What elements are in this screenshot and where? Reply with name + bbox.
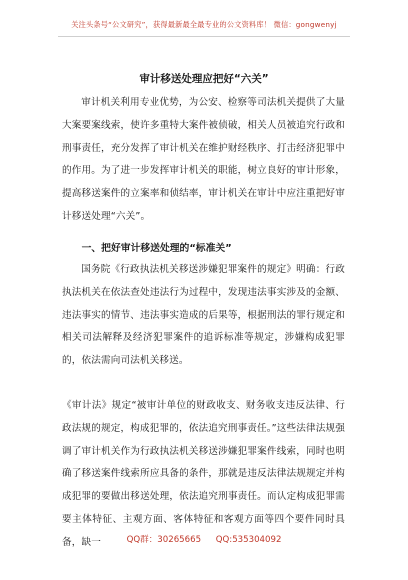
- header-divider: [58, 36, 350, 37]
- footer-contact: [0, 533, 408, 545]
- paragraph-audit-law: 《审计法》规定“被审计单位的财政收支、财务收支违反法律、行政法规的规定，构成犯罪的，依法追究刑事责任。”这些法律法规强调了审计机关作为行政执法机关移送涉嫌犯罪案件线索，同时也明确了移送案件线索所应具备的条件，那就是违反法律法规规定并构成犯罪的要做出移送处理，依法追究刑事责任。而认定构成犯罪需要主体特征、主观方面、客体特征和客观方面等四个要件同时具备，缺一: [62, 400, 345, 548]
- footer-qq-group: QQ群：30265665: [126, 535, 202, 545]
- header-banner: 关注头条号“公文研究”，获得最新最全最专业的公文资料库！ 微信：gongwenyj: [71, 20, 337, 29]
- footer-qq: QQ:535304092: [215, 535, 282, 545]
- paragraph-intro: 审计机关利用专业优势，为公安、检察等司法机关提供了大量大案要案线索，使许多重特大案件被侦破，相关人员被追究行政和刑事责任，充分发挥了审计机关在维护财经秩序、打击经济犯罪中的作用。为了进一步发挥审计机关的职能，树立良好的审计形象，提高移送案件的立案率和侦结率，审计机关在审计中应注重把好审计移送处理“六关”。: [62, 97, 345, 222]
- section-heading-1: 一、把好审计移送处理的“标准关”: [81, 243, 232, 254]
- paragraph-regulation: 国务院《行政执法机关移送涉嫌犯罪案件的规定》明确：行政执法机关在依法查处违法行为过程中，发现违法事实涉及的金额、违法事实的情节、违法事实造成的后果等，根据刑法的罪行规定和相关司法解释及经济犯罪案件的追诉标准等规定，涉嫌构成犯罪的，依法需向司法机关移送。: [62, 264, 345, 367]
- document-title: 审计移送处理应把好“六关”: [139, 73, 269, 85]
